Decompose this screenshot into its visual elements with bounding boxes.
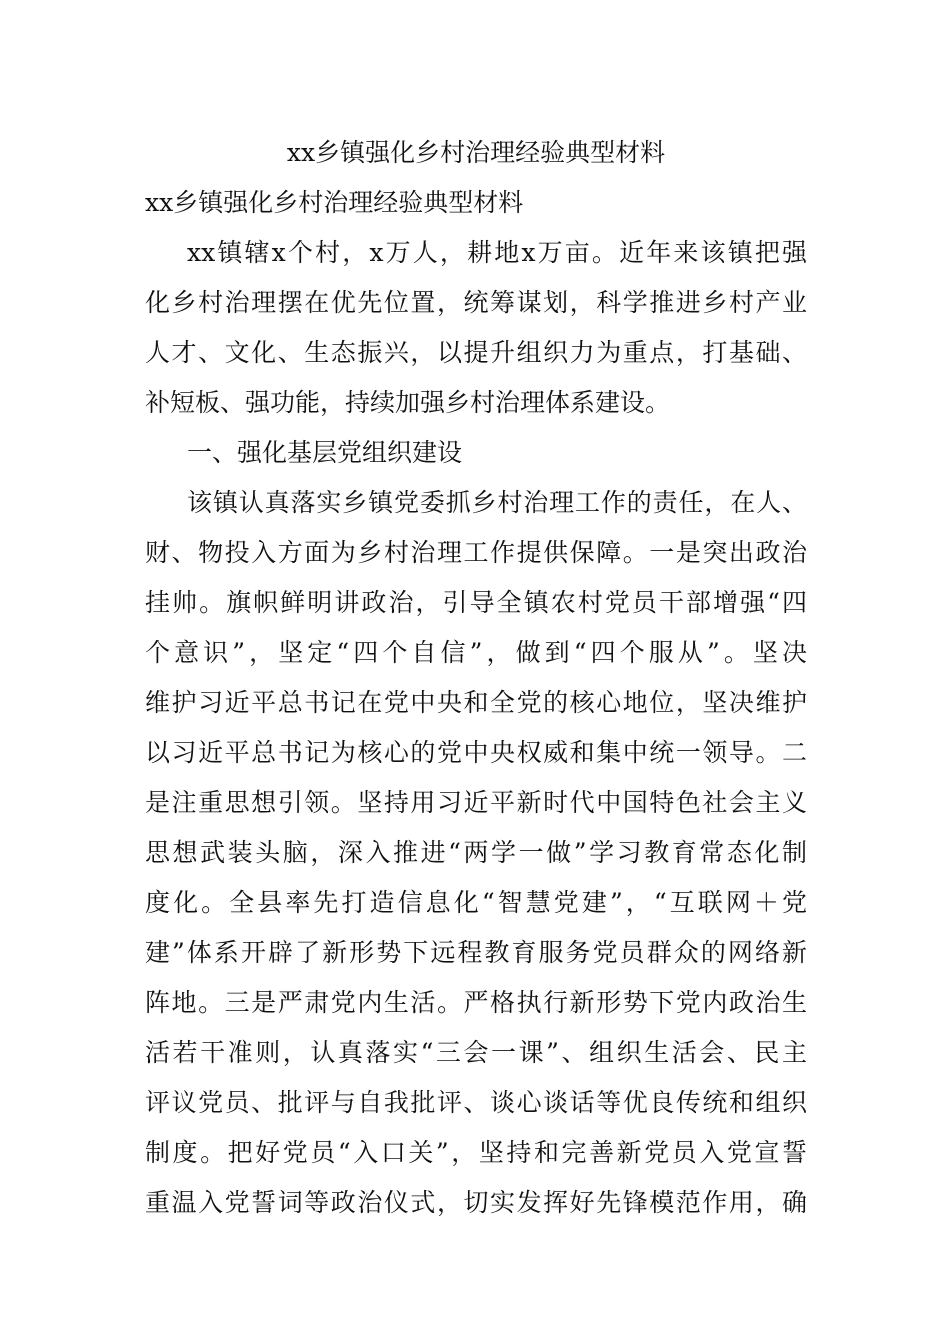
paragraph-line: 建”体系开辟了新形势下远程教育服务党员群众的网络新 [145,938,807,967]
paragraph-party-building [145,478,807,1228]
paragraph-line: 以习近平总书记为核心的党中央权威和集中统一领导。二 [145,738,807,767]
paragraph-line: 维护习近平总书记在党中央和全党的核心地位，坚决维护 [145,688,807,717]
paragraph-line: 制度。把好党员“入口关”，坚持和完善新党员入党宣誓 [145,1138,807,1167]
paragraph-line: 人才、文化、生态振兴，以提升组织力为重点，打基础、 [145,338,807,367]
paragraph-line: 化乡村治理摆在优先位置，统筹谋划，科学推进乡村产业 [145,288,807,317]
paragraph-line: 是注重思想引领。坚持用习近平新时代中国特色社会主义 [145,788,807,817]
paragraph-line: 挂帅。旗帜鲜明讲政治，引导全镇农村党员干部增强“四 [145,588,807,617]
document-subtitle: xx乡镇强化乡村治理经验典型材料 [145,188,524,217]
section-heading: 一、强化基层党组织建设 [187,438,463,467]
paragraph-line: 评议党员、批评与自我批评、谈心谈话等优良传统和组织 [145,1088,807,1117]
paragraph-line: 度化。全县率先打造信息化“智慧党建”，“互联网＋党 [145,888,807,917]
paragraph-line: 补短板、强功能，持续加强乡村治理体系建设。 [145,388,671,417]
paragraph-line: 该镇认真落实乡镇党委抓乡村治理工作的责任，在人、 [187,488,807,517]
document-title: xx乡镇强化乡村治理经验典型材料 [286,138,666,167]
paragraph-line: 个意识”，坚定“四个自信”，做到“四个服从”。坚决 [145,638,807,667]
paragraph-line: 思想武装头脑，深入推进“两学一做”学习教育常态化制 [145,838,807,867]
paragraph-line: 重温入党誓词等政治仪式，切实发挥好先锋模范作用，确 [145,1188,807,1217]
paragraph-line: 活若干准则，认真落实“三会一课”、组织生活会、民主 [145,1038,807,1067]
paragraph-line: 财、物投入方面为乡村治理工作提供保障。一是突出政治 [145,538,807,567]
paragraph-line: 阵地。三是严肃党内生活。严格执行新形势下党内政治生 [145,988,807,1017]
document-body [145,128,807,1228]
paragraph-intro [145,228,807,428]
paragraph-line: xx镇辖x个村，x万人，耕地x万亩。近年来该镇把强 [187,238,807,267]
